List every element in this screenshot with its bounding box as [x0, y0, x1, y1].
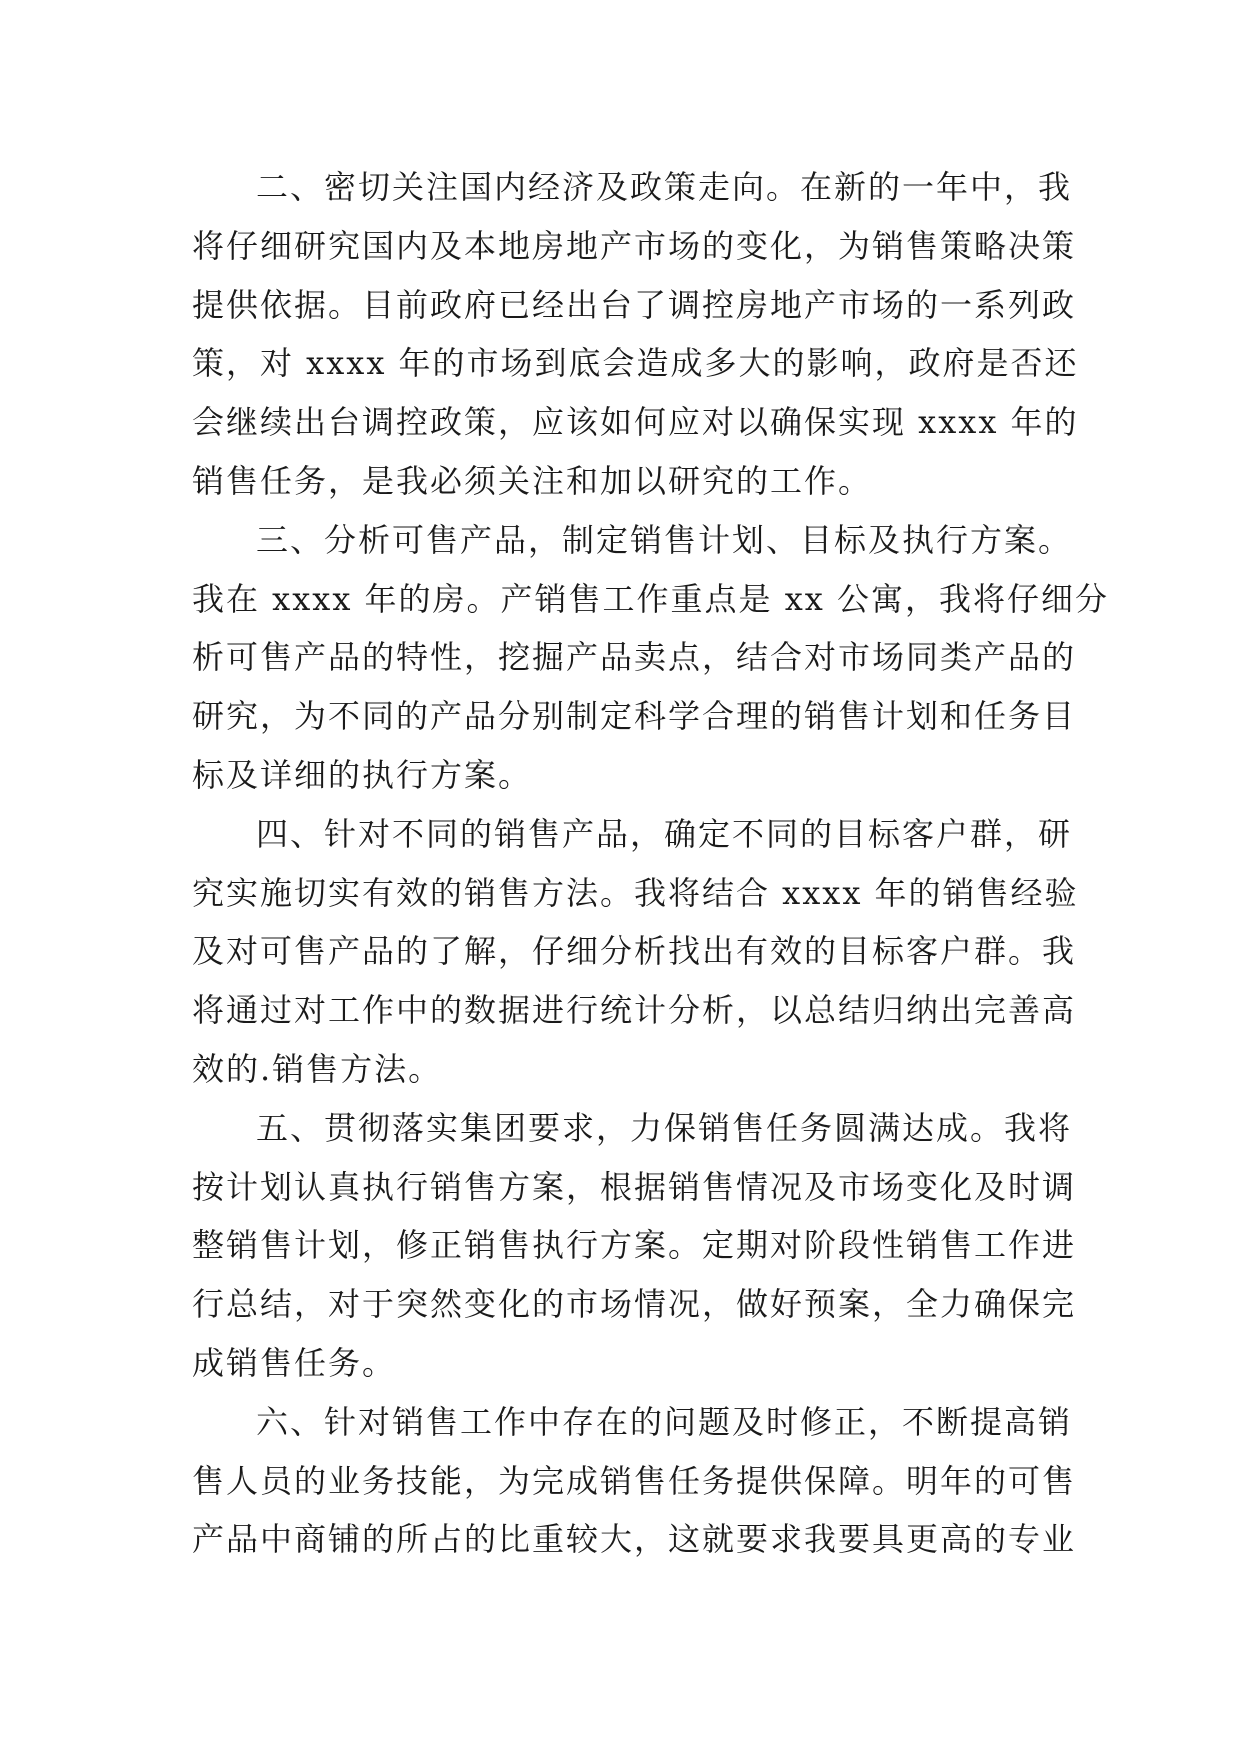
paragraph-line: 二、密切关注国内经济及政策走向。在新的一年中，我	[256, 168, 1073, 206]
paragraph-line: 四、针对不同的销售产品，确定不同的目标客户群，研	[256, 814, 1073, 853]
paragraph-line: 效的.销售方法。	[192, 1049, 443, 1088]
paragraph-line: 行总结，对于突然变化的市场情况，做好预案，全力确保完	[192, 1285, 1077, 1324]
paragraph-line: 六、针对销售工作中存在的问题及时修正，不断提高销	[256, 1402, 1073, 1441]
paragraph-line: 三、分析可售产品，制定销售计划、目标及执行方案。	[256, 520, 1073, 559]
paragraph-line: 将通过对工作中的数据进行统计分析，以总结归纳出完善高	[192, 991, 1077, 1030]
paragraph-line: 析可售产品的特性，挖掘产品卖点，结合对市场同类产品的	[192, 638, 1077, 677]
paragraph-line: 五、贯彻落实集团要求，力保销售任务圆满达成。我将	[256, 1108, 1073, 1147]
paragraph-line: 研究，为不同的产品分别制定科学合理的销售计划和任务目	[192, 697, 1077, 736]
paragraph-4-customers	[192, 805, 1079, 1099]
paragraph-line: 整销售计划，修正销售执行方案。定期对阶段性销售工作进	[192, 1226, 1077, 1265]
paragraph-line: 我在 xxxx 年的房。产销售工作重点是 xx 公寓，我将仔细分	[192, 579, 1109, 618]
document-body	[192, 158, 1109, 1569]
paragraph-3-products	[192, 511, 1109, 805]
paragraph-2-policy	[192, 158, 1079, 511]
paragraph-line: 策，对 xxxx 年的市场到底会造成多大的影响，政府是否还	[192, 344, 1079, 383]
paragraph-line: 会继续出台调控政策，应该如何应对以确保实现 xxxx 年的	[192, 403, 1079, 442]
paragraph-line: 究实施切实有效的销售方法。我将结合 xxxx 年的销售经验	[192, 873, 1079, 912]
paragraph-line: 标及详细的执行方案。	[192, 755, 533, 794]
paragraph-line: 提供依据。目前政府已经出台了调控房地产市场的一系列政	[192, 285, 1077, 324]
paragraph-line: 及对可售产品的了解，仔细分析找出有效的目标客户群。我	[192, 932, 1077, 971]
paragraph-line: 售人员的业务技能，为完成销售任务提供保障。明年的可售	[192, 1461, 1077, 1500]
paragraph-6-improvement	[192, 1393, 1077, 1569]
paragraph-line: 产品中商铺的所占的比重较大，这就要求我要具更高的专业	[192, 1520, 1077, 1559]
paragraph-5-execution	[192, 1099, 1077, 1393]
paragraph-line: 销售任务，是我必须关注和加以研究的工作。	[192, 461, 873, 500]
paragraph-line: 按计划认真执行销售方案，根据销售情况及市场变化及时调	[192, 1167, 1077, 1206]
paragraph-line: 成销售任务。	[192, 1343, 397, 1382]
paragraph-line: 将仔细研究国内及本地房地产市场的变化，为销售策略决策	[192, 226, 1077, 265]
